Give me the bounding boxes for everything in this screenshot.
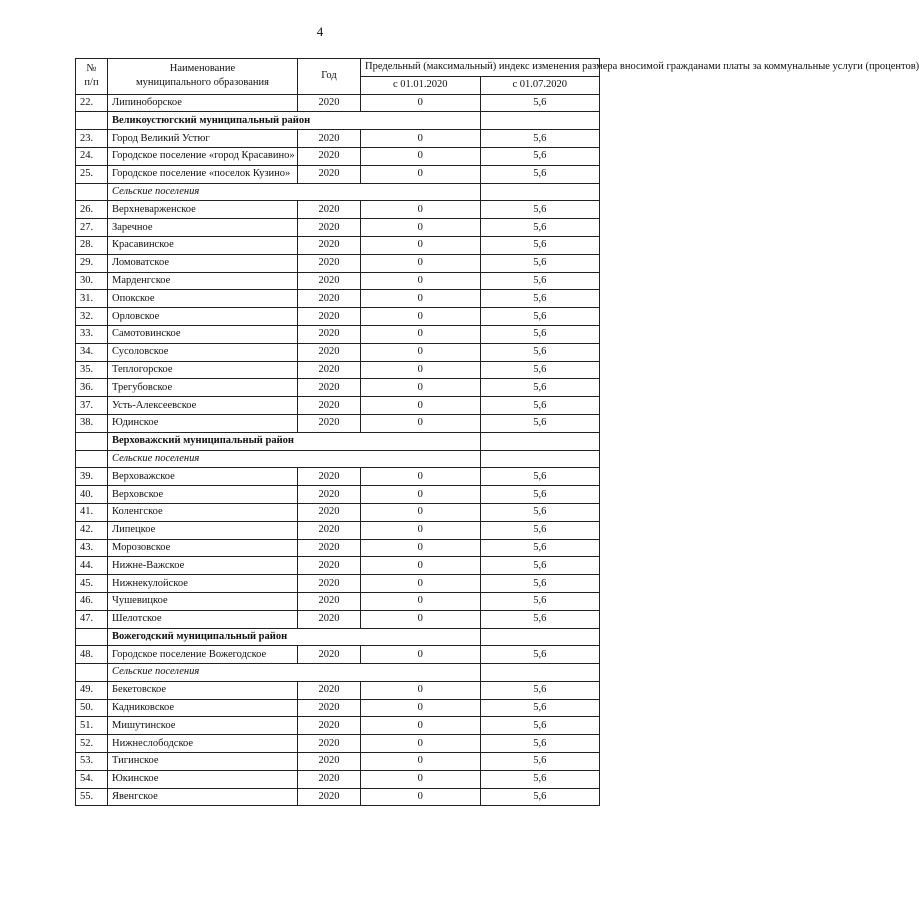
row-number: 31. (76, 290, 108, 308)
row-name: Городское поселение «поселок Кузино» (108, 165, 298, 183)
table-row (76, 699, 600, 717)
row-name: Красавинское (108, 236, 298, 254)
row-value-jan: 0 (361, 272, 481, 290)
row-value-jul: 5,6 (480, 414, 600, 432)
row-year: 2020 (298, 575, 361, 593)
row-value-jul: 5,6 (480, 753, 600, 771)
row-name: Явенгское (108, 788, 298, 806)
row-value-jan: 0 (361, 343, 481, 361)
row-number: 51. (76, 717, 108, 735)
row-value-jul: 5,6 (480, 503, 600, 521)
row-value-jan: 0 (361, 717, 481, 735)
row-year: 2020 (298, 414, 361, 432)
row-value-empty (480, 183, 600, 201)
row-name: Кадниковское (108, 699, 298, 717)
row-value-jan: 0 (361, 539, 481, 557)
row-value-jan: 0 (361, 397, 481, 415)
row-value-jul: 5,6 (480, 468, 600, 486)
table-row (76, 557, 600, 575)
row-value-jul: 5,6 (480, 379, 600, 397)
header-name: Наименование муниципального образования (108, 59, 298, 95)
row-number: 28. (76, 236, 108, 254)
row-name: Липиноборское (108, 94, 298, 112)
row-number: 54. (76, 770, 108, 788)
row-year: 2020 (298, 236, 361, 254)
row-name: Тигинское (108, 753, 298, 771)
row-value-jan: 0 (361, 361, 481, 379)
row-value-jan: 0 (361, 147, 481, 165)
row-value-jul: 5,6 (480, 308, 600, 326)
district-title: Верховажский муниципальный район (108, 432, 481, 450)
table-row (76, 770, 600, 788)
row-value-jul: 5,6 (480, 397, 600, 415)
row-number: 44. (76, 557, 108, 575)
row-year: 2020 (298, 539, 361, 557)
row-value-jan: 0 (361, 254, 481, 272)
row-number: 36. (76, 379, 108, 397)
tariff-index-table (75, 58, 919, 806)
row-name: Чушевицкое (108, 592, 298, 610)
row-number-empty (76, 450, 108, 468)
row-year: 2020 (298, 165, 361, 183)
row-name: Опокское (108, 290, 298, 308)
row-value-jan: 0 (361, 521, 481, 539)
table-row (76, 646, 600, 664)
row-value-empty (480, 450, 600, 468)
table-row (76, 539, 600, 557)
row-name: Городское поселение Вожегодское (108, 646, 298, 664)
row-number: 39. (76, 468, 108, 486)
header-number: № п/п (76, 59, 108, 95)
table-row (76, 414, 600, 432)
row-number: 55. (76, 788, 108, 806)
table-row (76, 486, 600, 504)
row-value-jul: 5,6 (480, 521, 600, 539)
row-number: 49. (76, 681, 108, 699)
district-title: Великоустюгский муниципальный район (108, 112, 481, 130)
row-value-jul: 5,6 (480, 557, 600, 575)
row-value-jul: 5,6 (480, 770, 600, 788)
row-number: 52. (76, 735, 108, 753)
row-name: Шелотское (108, 610, 298, 628)
row-value-jan: 0 (361, 414, 481, 432)
row-number: 48. (76, 646, 108, 664)
row-number: 38. (76, 414, 108, 432)
header-index: Предельный (максимальный) индекс изменения размера вносимой гражданами платы за коммунальные услуги (процентов) (361, 59, 600, 77)
row-number-empty (76, 628, 108, 646)
row-value-empty (480, 628, 600, 646)
table-row (76, 379, 600, 397)
row-number: 43. (76, 539, 108, 557)
row-value-jul: 5,6 (480, 681, 600, 699)
row-name: Сусоловское (108, 343, 298, 361)
row-value-jan: 0 (361, 219, 481, 237)
row-value-jan: 0 (361, 486, 481, 504)
table-row (76, 219, 600, 237)
row-name: Верховажское (108, 468, 298, 486)
table-row (76, 201, 600, 219)
row-value-jul: 5,6 (480, 290, 600, 308)
row-year: 2020 (298, 610, 361, 628)
row-year: 2020 (298, 290, 361, 308)
table-row (76, 308, 600, 326)
table-row (76, 735, 600, 753)
row-year: 2020 (298, 557, 361, 575)
table-row (76, 397, 600, 415)
district-row (76, 432, 600, 450)
row-name: Нижне-Важское (108, 557, 298, 575)
row-year: 2020 (298, 503, 361, 521)
row-number: 27. (76, 219, 108, 237)
row-year: 2020 (298, 147, 361, 165)
row-year: 2020 (298, 770, 361, 788)
row-value-jan: 0 (361, 699, 481, 717)
row-value-empty (480, 432, 600, 450)
row-number: 33. (76, 325, 108, 343)
row-number: 42. (76, 521, 108, 539)
row-name: Самотовинское (108, 325, 298, 343)
row-value-jan: 0 (361, 325, 481, 343)
table-row (76, 681, 600, 699)
subheader-title: Сельские поселения (108, 664, 481, 682)
row-value-jul: 5,6 (480, 592, 600, 610)
row-value-jul: 5,6 (480, 788, 600, 806)
row-year: 2020 (298, 735, 361, 753)
row-number: 37. (76, 397, 108, 415)
row-name: Мишутинское (108, 717, 298, 735)
row-year: 2020 (298, 325, 361, 343)
row-value-jul: 5,6 (480, 236, 600, 254)
table-header (76, 59, 919, 95)
row-number: 40. (76, 486, 108, 504)
subheader-title: Сельские поселения (108, 183, 481, 201)
row-name: Орловское (108, 308, 298, 326)
row-number-empty (76, 112, 108, 130)
table-row (76, 521, 600, 539)
row-value-jan: 0 (361, 130, 481, 148)
district-row (76, 112, 600, 130)
row-number: 41. (76, 503, 108, 521)
row-value-jul: 5,6 (480, 486, 600, 504)
table-row (76, 361, 600, 379)
row-number: 53. (76, 753, 108, 771)
header-date-1: с 01.01.2020 (361, 76, 481, 94)
row-value-jul: 5,6 (480, 610, 600, 628)
row-value-jul: 5,6 (480, 201, 600, 219)
row-name: Бекетовское (108, 681, 298, 699)
row-year: 2020 (298, 201, 361, 219)
row-number-empty (76, 183, 108, 201)
table-row (76, 503, 600, 521)
row-value-empty (480, 664, 600, 682)
row-year: 2020 (298, 397, 361, 415)
row-name: Усть-Алексеевское (108, 397, 298, 415)
subheader-row (76, 183, 600, 201)
row-number: 45. (76, 575, 108, 593)
row-number: 35. (76, 361, 108, 379)
row-year: 2020 (298, 468, 361, 486)
row-value-jan: 0 (361, 290, 481, 308)
row-number: 30. (76, 272, 108, 290)
row-value-jan: 0 (361, 770, 481, 788)
row-value-jan: 0 (361, 468, 481, 486)
table-row (76, 147, 600, 165)
row-number: 46. (76, 592, 108, 610)
row-name: Марденгское (108, 272, 298, 290)
row-value-jan: 0 (361, 735, 481, 753)
row-value-jan: 0 (361, 610, 481, 628)
row-number: 25. (76, 165, 108, 183)
row-number: 23. (76, 130, 108, 148)
row-name: Юкинское (108, 770, 298, 788)
row-name: Юдинское (108, 414, 298, 432)
row-year: 2020 (298, 343, 361, 361)
row-value-jul: 5,6 (480, 165, 600, 183)
row-year: 2020 (298, 753, 361, 771)
row-year: 2020 (298, 646, 361, 664)
table-row (76, 254, 600, 272)
row-value-jan: 0 (361, 201, 481, 219)
subheader-row (76, 450, 600, 468)
row-value-jan: 0 (361, 753, 481, 771)
row-value-jul: 5,6 (480, 94, 600, 112)
header-year: Год (298, 59, 361, 95)
row-value-jan: 0 (361, 681, 481, 699)
row-name: Теплогорское (108, 361, 298, 379)
table-row (76, 788, 600, 806)
table-row (76, 753, 600, 771)
district-row (76, 628, 600, 646)
table-row (76, 290, 600, 308)
row-number: 32. (76, 308, 108, 326)
row-value-jan: 0 (361, 308, 481, 326)
row-year: 2020 (298, 681, 361, 699)
row-name: Городское поселение «город Красавино» (108, 147, 298, 165)
table-row (76, 610, 600, 628)
row-name: Нижнекулойское (108, 575, 298, 593)
table-row (76, 165, 600, 183)
table-row (76, 343, 600, 361)
table-row (76, 592, 600, 610)
row-value-jul: 5,6 (480, 272, 600, 290)
row-value-jul: 5,6 (480, 575, 600, 593)
row-name: Верхневарженское (108, 201, 298, 219)
row-name: Ломоватское (108, 254, 298, 272)
row-value-jan: 0 (361, 236, 481, 254)
row-value-jul: 5,6 (480, 325, 600, 343)
row-name: Нижнеслободское (108, 735, 298, 753)
row-value-jan: 0 (361, 788, 481, 806)
row-year: 2020 (298, 592, 361, 610)
row-number: 50. (76, 699, 108, 717)
row-value-jul: 5,6 (480, 539, 600, 557)
row-year: 2020 (298, 219, 361, 237)
row-number-empty (76, 432, 108, 450)
row-year: 2020 (298, 699, 361, 717)
row-year: 2020 (298, 379, 361, 397)
row-value-jan: 0 (361, 592, 481, 610)
row-year: 2020 (298, 254, 361, 272)
row-value-jul: 5,6 (480, 699, 600, 717)
row-value-jul: 5,6 (480, 343, 600, 361)
header-date-2: с 01.07.2020 (480, 76, 600, 94)
row-number: 24. (76, 147, 108, 165)
row-number: 29. (76, 254, 108, 272)
row-year: 2020 (298, 130, 361, 148)
table-row (76, 717, 600, 735)
row-value-jul: 5,6 (480, 717, 600, 735)
table-row (76, 325, 600, 343)
row-value-jul: 5,6 (480, 361, 600, 379)
row-year: 2020 (298, 361, 361, 379)
row-name: Липецкое (108, 521, 298, 539)
subheader-row (76, 664, 600, 682)
row-number: 26. (76, 201, 108, 219)
row-value-jan: 0 (361, 503, 481, 521)
row-value-jul: 5,6 (480, 130, 600, 148)
page-number: 4 (316, 24, 324, 39)
row-value-jan: 0 (361, 575, 481, 593)
row-year: 2020 (298, 94, 361, 112)
table-body (76, 94, 600, 806)
row-number: 22. (76, 94, 108, 112)
row-name: Трегубовское (108, 379, 298, 397)
row-value-jul: 5,6 (480, 219, 600, 237)
row-number: 47. (76, 610, 108, 628)
row-value-jul: 5,6 (480, 646, 600, 664)
row-value-jul: 5,6 (480, 254, 600, 272)
table-row (76, 575, 600, 593)
row-value-jan: 0 (361, 646, 481, 664)
table-row (76, 130, 600, 148)
table-row (76, 272, 600, 290)
row-year: 2020 (298, 272, 361, 290)
row-name: Морозовское (108, 539, 298, 557)
row-year: 2020 (298, 788, 361, 806)
row-name: Коленгское (108, 503, 298, 521)
row-value-jan: 0 (361, 379, 481, 397)
table-row (76, 236, 600, 254)
subheader-title: Сельские поселения (108, 450, 481, 468)
row-year: 2020 (298, 308, 361, 326)
row-value-jan: 0 (361, 557, 481, 575)
row-name: Город Великий Устюг (108, 130, 298, 148)
district-title: Вожегодский муниципальный район (108, 628, 481, 646)
row-year: 2020 (298, 717, 361, 735)
row-year: 2020 (298, 521, 361, 539)
row-value-jul: 5,6 (480, 147, 600, 165)
row-number-empty (76, 664, 108, 682)
row-name: Верховское (108, 486, 298, 504)
row-year: 2020 (298, 486, 361, 504)
row-value-jul: 5,6 (480, 735, 600, 753)
table-row (76, 94, 600, 112)
row-value-jan: 0 (361, 165, 481, 183)
table-row (76, 468, 600, 486)
row-value-empty (480, 112, 600, 130)
row-name: Заречное (108, 219, 298, 237)
row-number: 34. (76, 343, 108, 361)
row-value-jan: 0 (361, 94, 481, 112)
